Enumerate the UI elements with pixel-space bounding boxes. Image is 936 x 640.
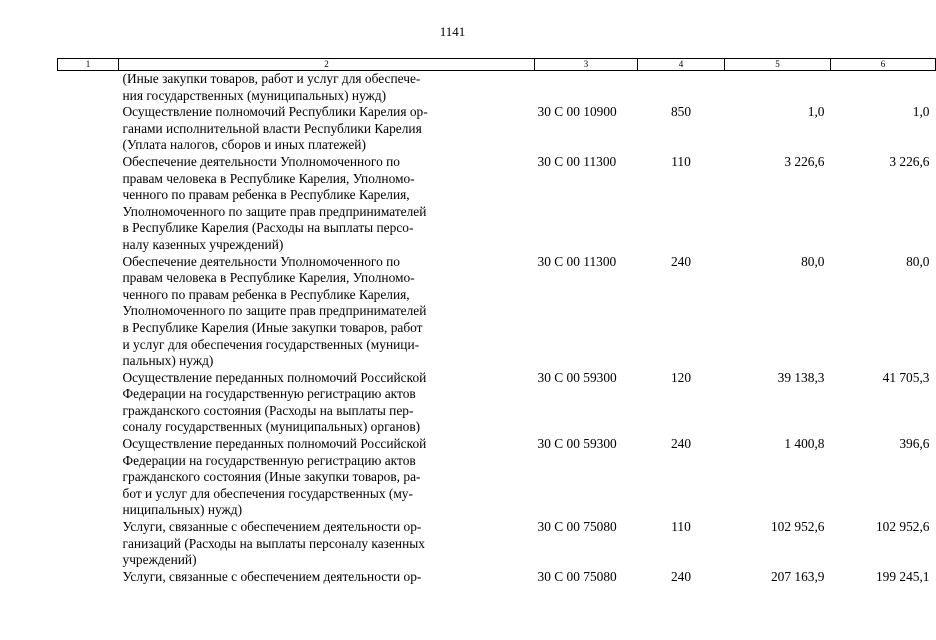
header-col-3: 3: [535, 59, 638, 71]
row-value-2: [831, 71, 936, 105]
row-value-1: 39 138,3: [777, 369, 825, 385]
row-section: [58, 154, 119, 254]
row-value-2: 3 226,6: [889, 153, 930, 169]
row-code: 30 С 00 75080: [537, 568, 617, 584]
row-section: [58, 569, 119, 586]
row-name: (Иные закупки товаров, работ и услуг для обеспече- ния государственных (муниципальных) нужд): [122, 71, 421, 103]
row-value-1: [725, 71, 831, 105]
row-type: 110: [671, 519, 691, 535]
row-code: 30 С 00 59300: [537, 436, 617, 452]
row-code: 30 С 00 11300: [537, 253, 617, 269]
row-name: Услуги, связанные с обеспечением деятельности ор-: [122, 568, 422, 584]
row-value-2: 396,6: [899, 436, 930, 452]
table-row: [58, 104, 936, 154]
row-type: 120: [670, 369, 692, 385]
row-value-1: 80,0: [801, 253, 825, 269]
row-type: 240: [670, 436, 692, 452]
header-col-2: 2: [119, 59, 535, 71]
row-value-1: 3 226,6: [784, 153, 825, 169]
table-row: [58, 254, 936, 370]
row-value-1: 102 952,6: [770, 519, 825, 535]
header-row: [58, 59, 936, 71]
table-row: [58, 154, 936, 254]
page-number: 1141: [439, 24, 466, 39]
row-type: 240: [670, 568, 692, 584]
row-code: 30 С 00 75080: [537, 519, 617, 535]
row-name: Осуществление полномочий Республики Карелия ор- ганами исполнительной власти Республики Карелия (Уплата налогов, сборов и иных платежей): [122, 104, 428, 153]
table-row: [58, 71, 936, 105]
table-row: [58, 569, 936, 586]
row-section: [58, 71, 119, 105]
row-code: 30 С 00 11300: [537, 153, 617, 169]
table-header: [58, 59, 936, 71]
row-value-2: 102 952,6: [875, 519, 930, 535]
row-value-2: 80,0: [906, 253, 930, 269]
header-col-6: 6: [831, 59, 936, 71]
row-type: 850: [670, 104, 692, 120]
row-value-2: 41 705,3: [882, 369, 930, 385]
header-col-5: 5: [725, 59, 831, 71]
row-name: Обеспечение деятельности Уполномоченного по правам человека в Республике Карелия, Уполномо- ченного по правам ребенка в Республике Карелия, Уполномоченного по защите прав предпринимателей в Республике Карелия (Иные закупки товаров, работ и услуг для обеспечения государственных (муници- пальных) нужд): [122, 253, 427, 369]
table-row: [58, 370, 936, 436]
row-value-1: 207 163,9: [770, 568, 825, 584]
row-type: 110: [671, 153, 691, 169]
row-name: Обеспечение деятельности Уполномоченного по правам человека в Республике Карелия, Уполномо- ченного по правам ребенка в Республике Карелия, Уполномоченного по защите прав предпринимателей в Республике Карелия (Расходы на выплаты персо- налу казенных учреждений): [122, 153, 427, 252]
row-type: [638, 71, 725, 105]
row-value-2: 199 245,1: [875, 568, 930, 584]
row-name: Осуществление переданных полномочий Российской Федерации на государственную регистрацию актов гражданского состояния (Иные закупки товаров, ра- бот и услуг для обеспечения государственных (му- ниципальных) нужд): [122, 436, 427, 518]
row-type: 240: [670, 253, 692, 269]
row-section: [58, 254, 119, 370]
row-code: 30 С 00 10900: [537, 104, 617, 120]
budget-table: [57, 58, 936, 585]
row-section: [58, 436, 119, 519]
row-value-1: 1,0: [807, 104, 825, 120]
table-row: [58, 436, 936, 519]
header-col-1: 1: [58, 59, 119, 71]
row-value-2: 1,0: [912, 104, 930, 120]
row-section: [58, 370, 119, 436]
row-name: Осуществление переданных полномочий Российской Федерации на государственную регистрацию актов гражданского состояния (Расходы на выплаты пер- соналу государственных (муниципальных) органов): [122, 369, 427, 435]
header-col-4: 4: [638, 59, 725, 71]
row-value-1: 1 400,8: [784, 436, 825, 452]
row-name: Услуги, связанные с обеспечением деятельности ор- ганизаций (Расходы на выплаты персоналу казенных учреждений): [122, 519, 425, 568]
row-section: [58, 104, 119, 154]
table-body: [58, 71, 936, 586]
row-code: [535, 71, 638, 105]
row-section: [58, 519, 119, 569]
row-code: 30 С 00 59300: [537, 369, 617, 385]
table-row: [58, 519, 936, 569]
